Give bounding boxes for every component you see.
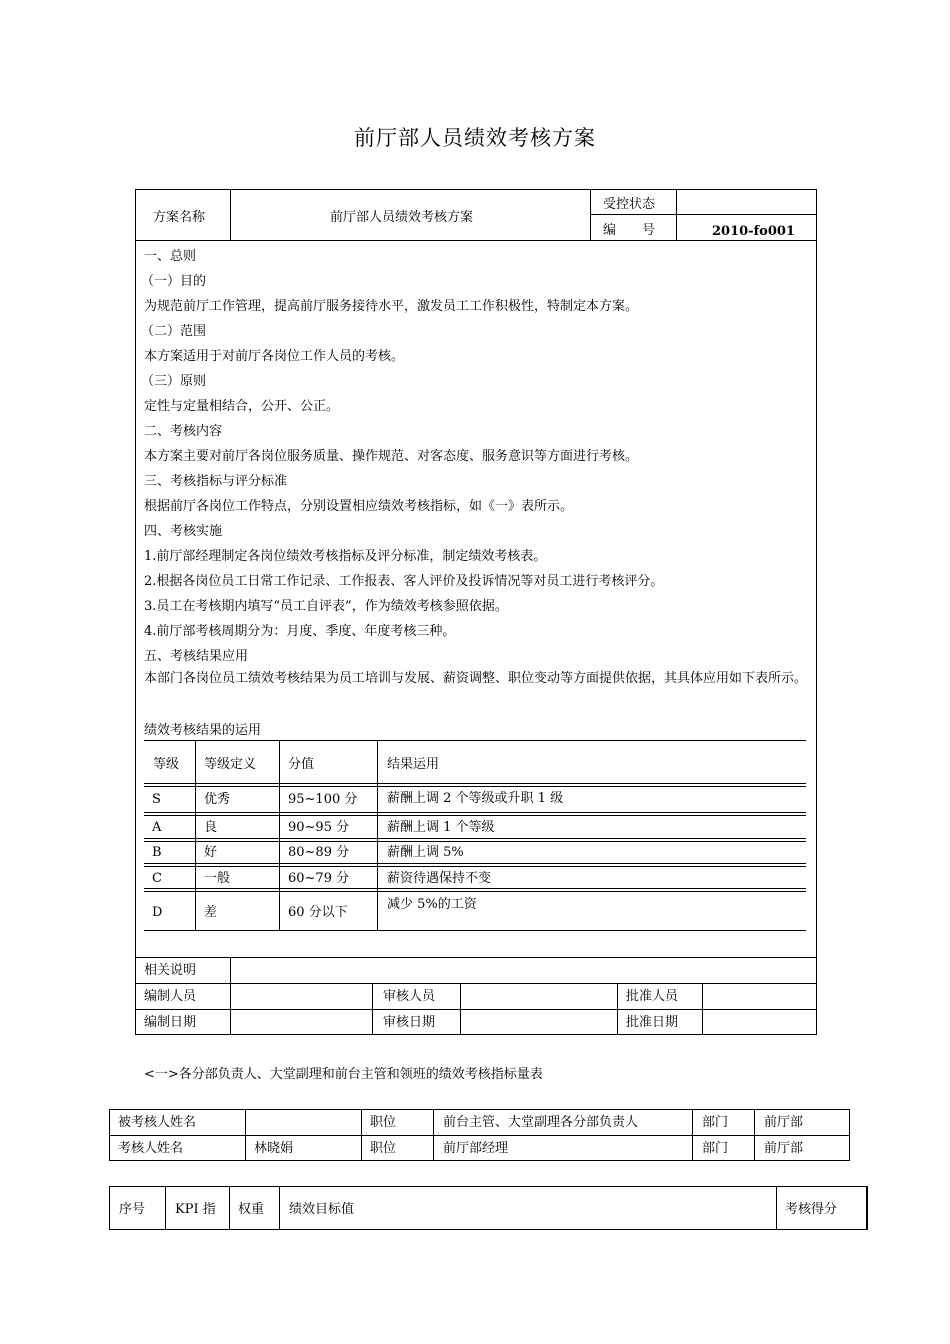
result-row-b-usage: 薪酬上调 5% <box>387 845 464 860</box>
section-general: 一、总则 <box>144 249 197 264</box>
result-row-b-score: 80~89 分 <box>288 845 350 860</box>
implementation-item-4: 4.前厅部考核周期分为：月度、季度、年度考核三种。 <box>144 624 456 639</box>
subsection-principle: （三）原则 <box>141 374 207 389</box>
result-row-s-score: 95~100 分 <box>288 792 358 807</box>
result-row-c-usage: 薪资待遇保持不变 <box>387 871 492 886</box>
result-row-b-grade: B <box>152 845 162 860</box>
assessor-position-label: 职位 <box>370 1141 397 1156</box>
kpi-header-target: 绩效目标值 <box>289 1202 355 1217</box>
compile-date-label: 编制日期 <box>144 1015 197 1030</box>
implementation-item-2: 2.根据各岗位员工日常工作记录、工作报表、客人评价及投诉情况等对员工进行考核评分。 <box>144 574 664 589</box>
result-row-s-grade: S <box>152 792 161 807</box>
result-row-d-definition: 差 <box>204 905 218 920</box>
result-row-c-grade: C <box>152 871 162 886</box>
assessee-name-label: 被考核人姓名 <box>118 1115 197 1130</box>
subsection-scope: （二）范围 <box>141 324 207 339</box>
section-application: 五、考核结果应用 <box>144 649 249 664</box>
approve-date-label: 批准日期 <box>626 1015 679 1030</box>
control-status-label: 受控状态 <box>603 197 656 212</box>
result-table-caption: 绩效考核结果的运用 <box>144 723 262 738</box>
purpose-text: 为规范前厅工作管理，提高前厅服务接待水平，激发员工工作积极性，特制定本方案。 <box>144 299 639 314</box>
assessor-name-value: 林晓娟 <box>254 1141 294 1156</box>
result-row-d-score: 60 分以下 <box>288 905 348 920</box>
reviewer-label: 审核人员 <box>383 989 436 1004</box>
indicators-text: 根据前厅各岗位工作特点，分别设置相应绩效考核指标，如《一》表所示。 <box>144 499 574 514</box>
kpi-header-index: 序号 <box>119 1202 146 1217</box>
assessee-position-value: 前台主管、大堂副理各分部负责人 <box>443 1115 639 1130</box>
result-row-a-usage: 薪酬上调 1 个等级 <box>387 820 495 835</box>
application-text: 本部门各岗位员工绩效考核结果为员工培训与发展、薪资调整、职位变动等方面提供依据，其具体应用如下表所示。 <box>144 671 808 686</box>
assessee-dept-label: 部门 <box>702 1115 729 1130</box>
result-row-c-definition: 一般 <box>204 871 231 886</box>
result-row-a-score: 90~95 分 <box>288 820 350 835</box>
scheme-name-value: 前厅部人员绩效考核方案 <box>330 210 474 225</box>
assessee-position-label: 职位 <box>370 1115 397 1130</box>
result-row-c-score: 60~79 分 <box>288 871 350 886</box>
result-header-definition: 等级定义 <box>204 757 257 772</box>
kpi-header-kpi: KPI 指 <box>175 1202 216 1217</box>
principle-text: 定性与定量相结合，公开、公正。 <box>144 399 340 414</box>
approver-label: 批准人员 <box>626 989 679 1004</box>
implementation-item-1: 1.前厅部经理制定各岗位绩效考核指标及评分标准，制定绩效考核表。 <box>144 549 547 564</box>
section-indicators: 三、考核指标与评分标准 <box>144 474 288 489</box>
result-header-score: 分值 <box>288 757 315 772</box>
kpi-header-score: 考核得分 <box>785 1202 838 1217</box>
implementation-item-3: 3.员工在考核期内填写“员工自评表”，作为绩效考核参照依据。 <box>144 599 508 614</box>
kpi-header-weight: 权重 <box>238 1202 265 1217</box>
result-row-d-grade: D <box>152 905 163 920</box>
result-row-d-usage: 减少 5%的工资 <box>387 897 477 912</box>
result-row-b-definition: 好 <box>204 845 218 860</box>
scope-text: 本方案适用于对前厅各岗位工作人员的考核。 <box>144 349 405 364</box>
assessor-name-label: 考核人姓名 <box>118 1141 184 1156</box>
result-header-grade: 等级 <box>153 757 180 772</box>
result-row-s-definition: 优秀 <box>204 792 231 807</box>
related-notes-label: 相关说明 <box>144 963 197 978</box>
result-row-a-grade: A <box>152 820 162 835</box>
result-header-usage: 结果运用 <box>387 757 440 772</box>
assessor-dept-value: 前厅部 <box>764 1141 804 1156</box>
subsection-purpose: （一）目的 <box>141 274 207 289</box>
number-label: 编 号 <box>603 223 656 238</box>
assessor-dept-label: 部门 <box>702 1141 729 1156</box>
result-row-a-definition: 良 <box>204 820 218 835</box>
kpi-section-caption: <一>各分部负责人、大堂副理和前台主管和领班的绩效考核指标量表 <box>144 1067 543 1082</box>
assessor-position-value: 前厅部经理 <box>443 1141 509 1156</box>
section-content: 二、考核内容 <box>144 424 223 439</box>
number-value: 2010-fo001 <box>712 224 795 239</box>
page-title: 前厅部人员绩效考核方案 <box>354 126 596 150</box>
scheme-name-label: 方案名称 <box>153 210 206 225</box>
review-date-label: 审核日期 <box>383 1015 436 1030</box>
result-row-s-usage: 薪酬上调 2 个等级或升职 1 级 <box>387 791 564 806</box>
kpi-table <box>109 1186 868 1230</box>
assessee-dept-value: 前厅部 <box>764 1115 804 1130</box>
compiler-label: 编制人员 <box>144 989 197 1004</box>
section-implementation: 四、考核实施 <box>144 524 223 539</box>
content-text: 本方案主要对前厅各岗位服务质量、操作规范、对客态度、服务意识等方面进行考核。 <box>144 449 639 464</box>
